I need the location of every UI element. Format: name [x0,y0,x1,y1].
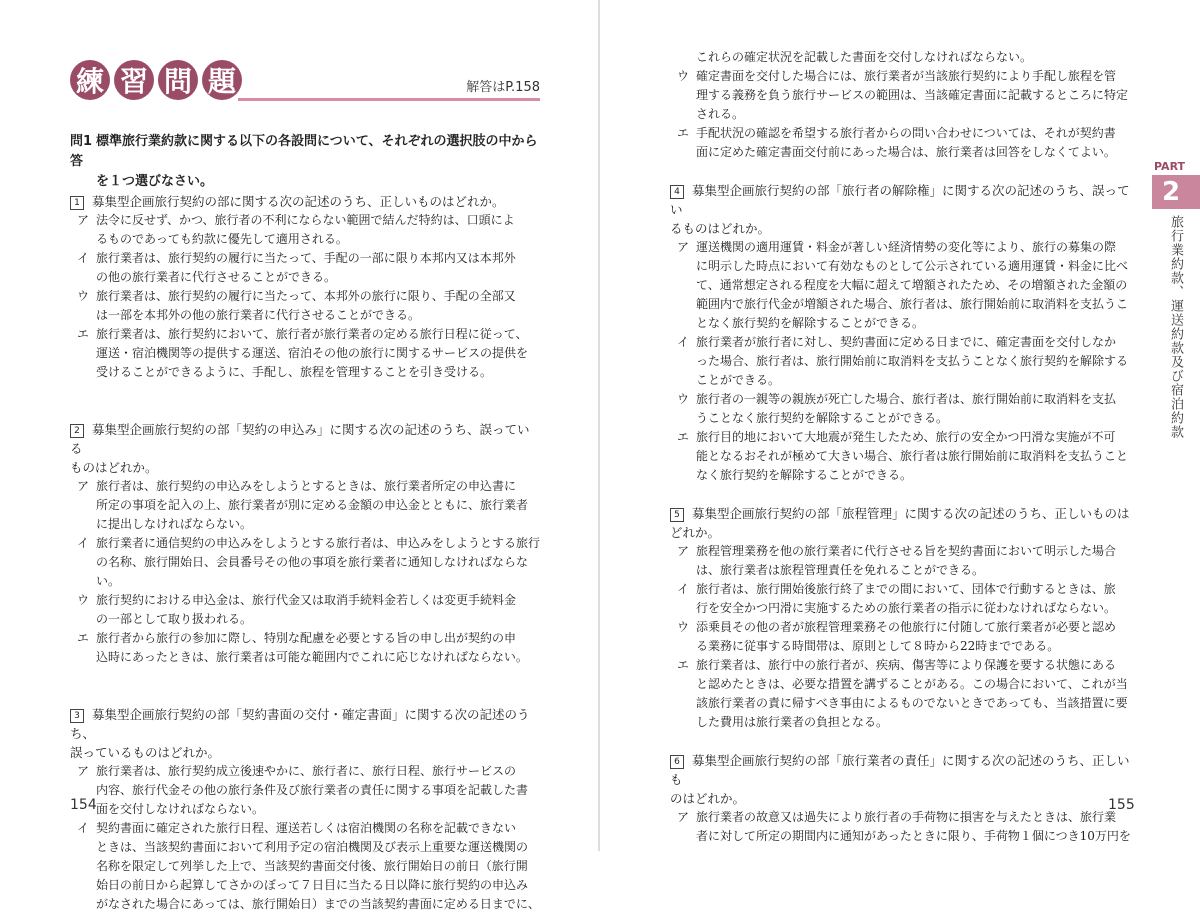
subquestion-2: 2 募集型企画旅行契約の部「契約の申込み」に関する次の記述のうち、誤っている [70,422,530,456]
subquestion-head-cont: るものはどれか。 [670,221,771,236]
option: ア 旅行者は、旅行契約の申込みをしようとするときは、旅行業者所定の申込書に 所定の事項を記入の上、旅行業者が別に定める金額の申込金とともに、旅行業者 に提出しなければならない。 [76,479,529,531]
subquestion-3: 3 募集型企画旅行契約の部「契約書面の交付・確定書面」に関する次の記述のうち、 [70,707,530,741]
title-char: 練 [70,60,110,100]
subquestion-number: 3 [70,709,84,723]
right-column [670,48,1140,846]
part-tab [1152,160,1200,439]
subquestion-head-cont: のはどれか。 [670,791,746,806]
subquestion-number: 2 [70,424,84,438]
section-header [70,60,540,104]
part-title: 旅行業約款、運送約款及び宿泊約款 [1168,215,1183,439]
answer-reference: 解答はP.158 [466,80,540,95]
option: ア 旅行業者の故意又は過失により旅行者の手荷物に損害を与えたときは、旅行業 者に対して所定の期間内に通知があったときに限り、手荷物１個につき10万円を [676,810,1131,843]
subquestion-number: 6 [670,755,684,769]
option: エ 旅行業者は、旅行契約において、旅行者が旅行業者の定める旅行日程に従って、 運送・宿泊機関等の提供する運送、宿泊その他の旅行に関するサービスの提供を 受けることができるように、手配し、旅程を管理することを引き受ける。 [76,327,529,379]
subquestion-4: 4 募集型企画旅行契約の部「旅行者の解除権」に関する次の記述のうち、誤ってい [670,183,1130,217]
question-main-cont: を１つ選びなさい。 [96,174,214,189]
option: ウ 添乗員その他の者が旅程管理業務その他旅行に付随して旅行業者が必要と認め る業務に従事する時間帯は、原則として８時から22時までである。 [676,620,1117,653]
option: ア 法令に反せず、かつ、旅行者の不利にならない範囲で結んだ特約は、口頭によ るものであっても約款に優先して適用される。 [76,213,515,246]
title-char: 習 [114,60,154,100]
subquestion-number: 1 [70,196,84,210]
page-number-left: 154 [70,797,97,813]
subquestion-5: 5 募集型企画旅行契約の部「旅程管理」に関する次の記述のうち、正しいものはどれか。 [670,506,1130,540]
question-number: 問1 [70,134,93,149]
option: エ 手配状況の確認を希望する旅行者からの問い合わせについては、それが契約書 面に定めた確定書面交付前にあった場合は、旅行業者は回答をしなくてよい。 [676,126,1116,159]
option: ウ 旅行業者は、旅行契約の履行に当たって、本邦外の旅行に限り、手配の全部又 は一部を本邦外の他の旅行業者に代行させることができる。 [76,289,516,322]
subquestion-6: 6 募集型企画旅行契約の部「旅行業者の責任」に関する次の記述のうち、正しいも [670,753,1130,787]
continued-text: これらの確定状況を記載した書面を交付しなければならない。 [696,50,1033,64]
option: ウ 旅行者の一親等の親族が死亡した場合、旅行者は、旅行開始前に取消料を支払 うことなく旅行契約を解除することができる。 [676,392,1117,425]
option: ウ 確定書面を交付した場合には、旅行業者が当該旅行契約により手配し旅程を管 理する義務を負う旅行サービスの範囲は、当該確定書面に記載するところに特定 される。 [676,69,1129,121]
option: ア 旅程管理業務を他の旅行業者に代行させる旨を契約書面において明示した場合 は、旅行業者は旅程管理責任を免れることができる。 [676,544,1117,577]
subquestion-number: 5 [670,508,684,522]
right-page [600,0,1200,851]
page-number-right: 155 [1108,797,1135,813]
option: イ 旅行業者は、旅行契約の履行に当たって、手配の一部に限り本邦内又は本邦外 の他の旅行業者に代行させることができる。 [76,251,516,284]
option: エ 旅行者から旅行の参加に際し、特別な配慮を必要とする旨の申し出が契約の申 込時にあったときは、旅行業者は可能な範囲内でこれに応じなければならない。 [76,631,528,664]
left-page [0,0,600,911]
title-char: 題 [202,60,242,100]
option: イ 契約書面に確定された旅行日程、運送若しくは宿泊機関の名称を記載できない ときは、当該契約書面において利用予定の宿泊機関及び表示上重要な運送機関の 名称を限定して列挙した上で、当該契約書面交付後、旅行開始日の前日（旅行開 始日の前日から起算してさかのぼって７日目に当たる日以降に旅行契約の申込み がなされた場合にあっては、旅行開始日）までの当該契約書面に定める日までに、 [76,821,540,911]
subquestion-1: 1 募集型企画旅行契約の部に関する次の記述のうち、正しいものはどれか。 [70,192,540,211]
part-number: 2 [1152,175,1200,209]
header-rule [238,98,540,101]
subquestion-head-cont: ものはどれか。 [70,460,158,475]
left-column [70,132,540,914]
option: ア 運送機関の適用運賃・料金が著しい経済情勢の変化等により、旅行の募集の際 に明示した時点において有効なものとして公示されている適用運賃・料金に比べ て、通常想定される程度を大幅に超えて増額されたため、その増額された金額の 範囲内で旅行代金が増額された場合、旅行者は、旅行開始前に取消料を支払うこ となく旅行契約を解除することができる。 [676,240,1129,330]
option: エ 旅行業者は、旅行中の旅行者が、疾病、傷害等により保護を要する状態にある と認めたときは、必要な措置を講ずることがある。この場合において、これが当 該旅行業者の責に帰すべき事由によるものでないときであっても、当該措置に要 した費用は旅行業者の負担となる。 [676,658,1128,729]
question-main: 問1 標準旅行業約款に関する以下の各設問について、それぞれの選択肢の中から答 [70,134,538,169]
section-title [70,60,242,100]
option: エ 旅行目的地において大地震が発生したため、旅行の安全かつ円滑な実施が不可 能となるおそれが極めて大きい場合、旅行者は旅行開始前に取消料を支払うこと なく旅行契約を解除することができる。 [676,430,1129,482]
option: イ 旅行業者が旅行者に対し、契約書面に定める日までに、確定書面を交付しなか った場合、旅行者は、旅行開始前に取消料を支払うことなく旅行契約を解除する ことができる。 [676,335,1129,387]
part-label: PART [1154,160,1186,173]
title-char: 問 [158,60,198,100]
option: イ 旅行者は、旅行開始後旅行終了までの間において、団体で行動するときは、旅 行を安全かつ円滑に実施するための旅行業者の指示に従わなければならない。 [676,582,1117,615]
option: ウ 旅行契約における申込金は、旅行代金又は取消手続料金若しくは変更手続料金 の一部として取り扱われる。 [76,593,517,626]
option: イ 旅行業者に通信契約の申込みをしようとする旅行者は、申込みをしようとする旅行 の名称、旅行開始日、会員番号その他の事項を旅行業者に通知しなければならない。 [76,536,541,588]
subquestion-head-cont: 誤っているものはどれか。 [70,745,221,760]
subquestion-number: 4 [670,185,684,199]
option: ア 旅行業者は、旅行契約成立後速やかに、旅行者に、旅行日程、旅行サービスの 内容、旅行代金その他の旅行条件及び旅行業者の責任に関する事項を記載した書 面を交付しなければならない。 [76,764,529,816]
